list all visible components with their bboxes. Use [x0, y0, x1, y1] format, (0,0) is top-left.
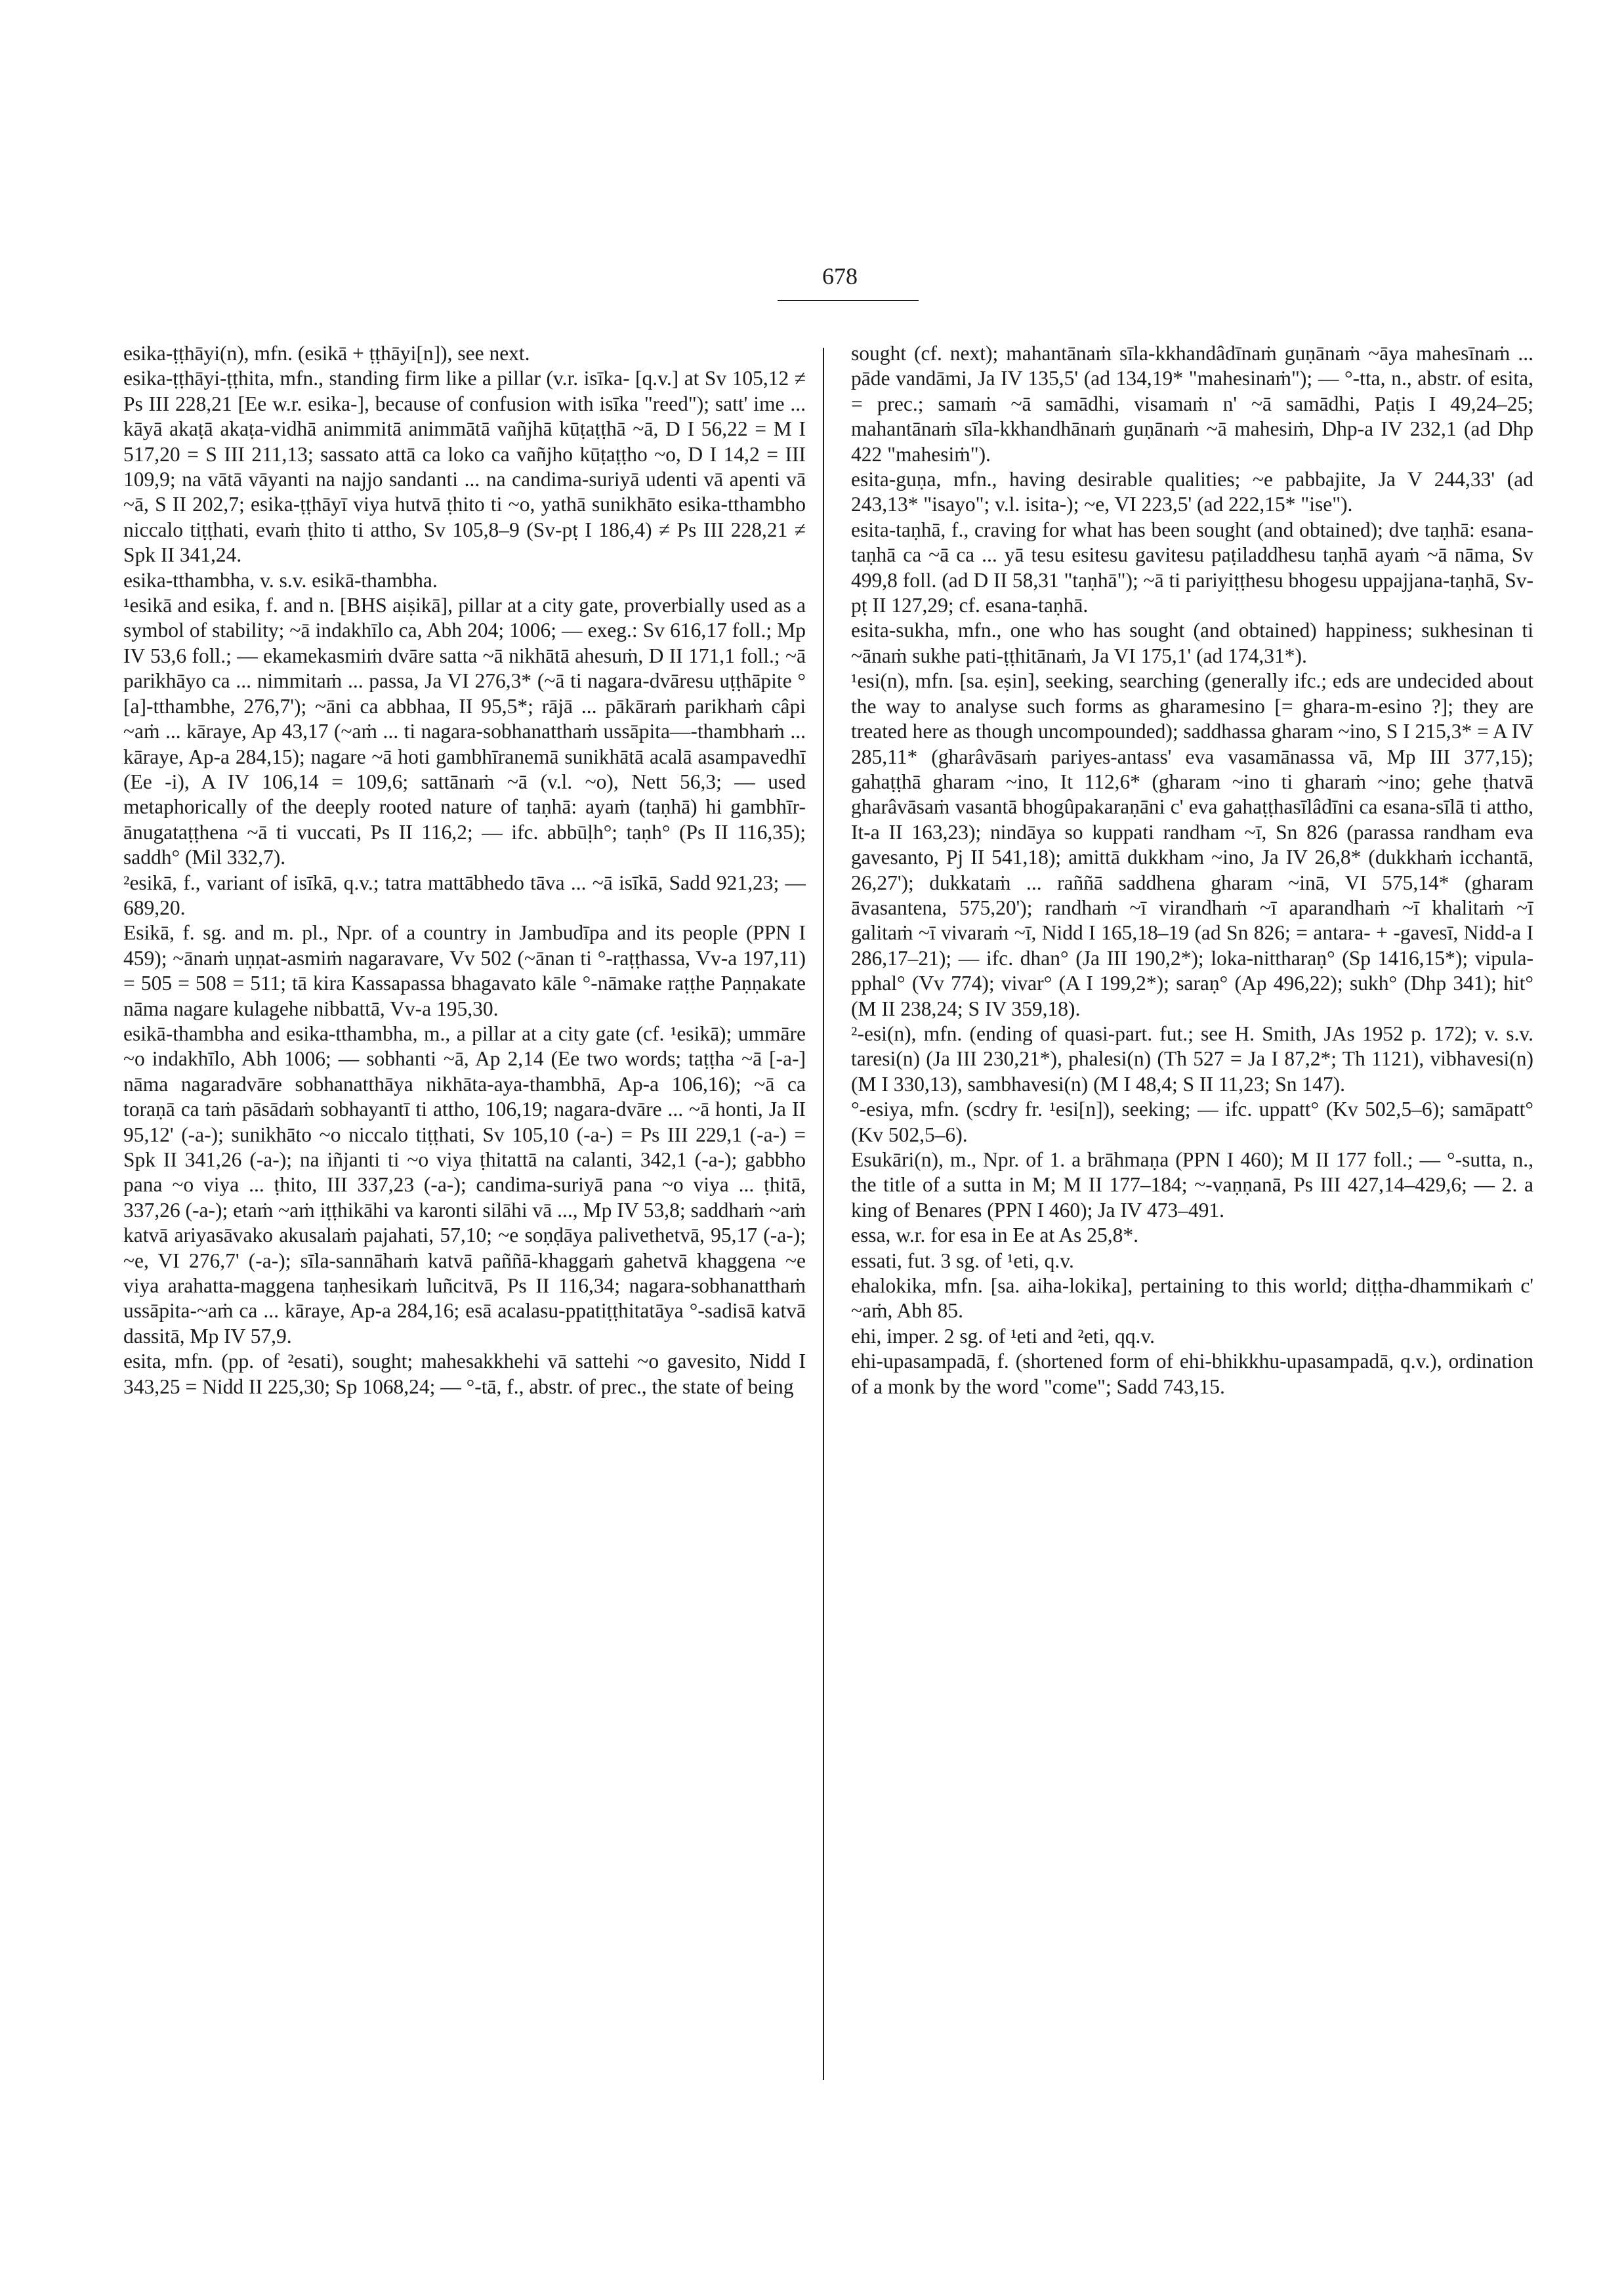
- header-rule: [778, 300, 919, 301]
- left-column: esika-ṭṭhāyi(n), mfn. (esikā + ṭṭhāyi[n]), see next. esika-ṭṭhāyi-ṭṭhita, mfn., standing firm like a pillar (v.r. isīka- [q.v.] at Sv 105,12 ≠ Ps III 228,21 [Ee w.r. esika-], because of confusion with isīka "reed"); satt' ime ... kāyā akaṭā akaṭa-vidhā animmitā animmātā vañjhā kūṭaṭṭhā ~ā, D I 56,22 = M I 517,20 = S III 211,13; sassato attā ca loko ca vañjho kūṭaṭṭho ~o, D I 14,2 = III 109,9; na vātā vāyanti na najjo sandanti ... na candima-suriyā udenti vā apenti vā ~ā, S II 202,7; esika-ṭṭhāyī viya hutvā ṭhito ti ~o, yathā sunikhāto esika-tthambho niccalo tiṭṭhati, evaṁ ṭhito ti attho, Sv 105,8–9 (Sv-pṭ I 186,4) ≠ Ps III 228,21 ≠ Spk II 341,24. esika-tthambha, v. s.v. esikā-thambha. ¹esikā and esika, f. and n. [BHS aiṣikā], pillar at a city gate, proverbially used as a symbol of stability; ~ā indakhīlo ca, Abh 204; 1006; — exeg.: Sv 616,17 foll.; Mp IV 53,6 foll.; — ekamekasmiṁ dvāre satta ~ā nikhātā ahesuṁ, D II 171,1 foll.; ~ā parikhāyo ca ... nimmitaṁ ... passa, Ja VI 276,3* (~ā ti nagara-dvāresu uṭṭhāpite °[a]-tthambhe, 276,7'); ~āni ca abbhaa, II 95,5*; rājā ... pākāraṁ parikhaṁ câpi ~aṁ ... kāraye, Ap 43,17 (~aṁ ... ti nagara-sobhanatthaṁ ussāpita—-thambhaṁ ... kāraye, Ap-a 284,15); nagare ~ā hoti gambhīranemā sunikhātā acalā asampavedhī (Ee -i), A IV 106,14 = 109,6; sattānaṁ ~ā (v.l. ~o), Nett 56,3; — used metaphorically of the deeply rooted nature of taṇhā: ayaṁ (taṇhā) hi gambhīr-ānugataṭṭhena ~ā ti vuccati, Ps II 116,2; — ifc. abbūḷh°; taṇh° (Ps II 116,35); saddh° (Mil 332,7). ²esikā, f., variant of isīkā, q.v.; tatra mattābhedo tāva ... ~ā isīkā, Sadd 921,23; — 689,20. Esikā, f. sg. and m. pl., Npr. of a country in Jambudīpa and its people (PPN I 459); ~ānaṁ uṇṇat-asmiṁ nagaravare, Vv 502 (~ānan ti °-raṭṭhassa, Vv-a 197,11) = 505 = 508 = 511; tā kira Kassapassa bhagavato kāle °-nāmake raṭṭhe Paṇṇakate nāma nagare kulagehe nibbattā, Vv-a 195,30. esikā-thambha and esika-tthambha, m., a pillar at a city gate (cf. ¹esikā); ummāre ~o indakhīlo, Abh 1006; — sobhanti ~ā, Ap 2,14 (Ee two words; taṭṭha ~ā [-a-] nāma nagaradvāre sobhanatthāya nikhāta-aya-thambhā, Ap-a 106,16); ~ā ca toraṇā ca taṁ pāsādaṁ sobhayantī ti attho, 106,19; nagara-dvāre ... ~ā honti, Ja II 95,12' (-a-); sunikhāto ~o niccalo tiṭṭhati, Sv 105,10 (-a-) = Ps III 229,1 (-a-) = Spk II 341,26 (-a-); na iñjanti ti ~o viya ṭhitattā na calanti, 342,1 (-a-); gabbho pana ~o viya ... ṭhito, III 337,23 (-a-); candima-suriyā pana ~o viya ... ṭhitā, 337,26 (-a-); etaṁ ~aṁ iṭṭhikāhi va karonti silāhi vā ..., Mp IV 53,8; saddhaṁ ~aṁ katvā ariyasāvako akusalaṁ pajahati, 57,10; ~e soṇḍāya palivethetvā, 95,17 (-a-); ~e, VI 276,7' (-a-); sīla-sannāhaṁ katvā paññā-khaggaṁ gahetvā khaggena ~e viya arahatta-maggena taṇhesikaṁ luñcitvā, Ps II 116,34; nagara-sobhanatthaṁ ussāpita-~aṁ ca ... kāraye, Ap-a 284,16; esā acalasu-ppatiṭṭhitatāya °-sadisā katvā dassitā, Mp IV 57,9. esita, mfn. (pp. of ²esati), sought; mahesakkhehi vā sattehi ~o gavesito, Nidd I 343,25 = Nidd II 225,30; Sp 1068,24; — °-tā, f., abstr. of prec., the state of being: [123, 342, 806, 1398]
- page-number: 678: [822, 263, 858, 289]
- right-column: sought (cf. next); mahantānaṁ sīla-kkhandâdīnaṁ guṇānaṁ ~āya mahesīnaṁ ... pāde vandāmi, Ja IV 135,5' (ad 134,19* "mahesinaṁ"); — °-tta, n., abstr. of esita, = prec.; samaṁ ~ā samādhi, visamaṁ n' ~ā samādhi, Paṭis I 49,24–25; mahantānaṁ sīla-kkhandhānaṁ guṇānaṁ ~ā mahesiṁ, Dhp-a IV 232,1 (ad Dhp 422 "mahesiṁ"). esita-guṇa, mfn., having desirable qualities; ~e pabbajite, Ja V 244,33' (ad 243,13* "isayo"; v.l. isita-); ~e, VI 223,5' (ad 222,15* "ise"). esita-taṇhā, f., craving for what has been sought (and obtained); dve taṇhā: esana-taṇhā ca ~ā ca ... yā tesu esitesu gavitesu paṭiladdhesu taṇhā ayaṁ ~ā nāma, Sv 499,8 foll. (ad D II 58,31 "taṇhā"); ~ā ti pariyiṭṭhesu bhogesu uppajjana-taṇhā, Sv-pṭ II 127,29; cf. esana-taṇhā. esita-sukha, mfn., one who has sought (and obtained) happiness; sukhesinan ti ~ānaṁ sukhe pati-ṭṭhitānaṁ, Ja VI 175,1' (ad 174,31*). ¹esi(n), mfn. [sa. eṣin], seeking, searching (generally ifc.; eds are undecided about the way to analyse such forms as gharamesino [= ghara-m-esino ?]; they are treated here as though uncompounded); saddhassa gharam ~ino, S I 215,3* = A IV 285,11* (gharâvāsaṁ pariyes-antass' eva vasamānassa vā, Mp III 377,15); gahaṭṭhā gharam ~ino, It 112,6* (gharam ~ino ti gharaṁ ~ino; gehe ṭhatvā gharâvāsaṁ vasantā bhogûpakaraṇāni c' eva gahaṭṭhasīlâdīni ca esana-sīlā ti attho, It-a II 163,23); nindāya so kuppati randham ~ī, Sn 826 (parassa randham eva gavesanto, Pj II 541,18); amittā dukkham ~ino, Ja IV 26,8* (dukkhaṁ icchantā, 26,27'); dukkataṁ ... raññā saddhena gharam ~inā, VI 575,14* (gharam āvasantena, 575,20'); randhaṁ ~ī virandhaṁ ~ī aparandhaṁ ~ī khalitaṁ ~ī galitaṁ ~ī vivaraṁ ~ī, Nidd I 165,18–19 (ad Sn 826; = antara- + -gavesī, Nidd-a I 286,17–21); — ifc. dhan° (Ja III 190,2*); loka-nittharaṇ° (Sp 1416,15*); vipula-pphal° (Vv 774); vivar° (A I 199,2*); saraṇ° (Ap 496,22); sukh° (Dhp 341); hit° (M II 238,24; S IV 359,18). ²-esi(n), mfn. (ending of quasi-part. fut.; see H. Smith, JAs 1952 p. 172); v. s.v. taresi(n) (Ja III 230,21*), phalesi(n) (Th 527 = Ja I 87,2*; Th 1121), vibhavesi(n) (M I 330,13), sambhavesi(n) (M I 48,4; S II 11,23; Sn 147). °-esiya, mfn. (scdry fr. ¹esi[n]), seeking; — ifc. uppatt° (Kv 502,5–6); samāpatt° (Kv 502,5–6). Esukāri(n), m., Npr. of 1. a brāhmaṇa (PPN I 460); M II 177 foll.; — °-sutta, n., the title of a sutta in M; M II 177–184; ~-vaṇṇanā, Ps III 427,14–429,6; — 2. a king of Benares (PPN I 460); Ja IV 473–491. essa, w.r. for esa in Ee at As 25,8*. essati, fut. 3 sg. of ¹eti, q.v. ehalokika, mfn. [sa. aiha-lokika], pertaining to this world; diṭṭha-dhammikaṁ c' ~aṁ, Abh 85. ehi, imper. 2 sg. of ¹eti and ²eti, qq.v. ehi-upasampadā, f. (shortened form of ehi-bhikkhu-upasampadā, q.v.), ordination of a monk by the word "come"; Sadd 743,15.: [851, 342, 1533, 1398]
- column-divider: [823, 348, 824, 2080]
